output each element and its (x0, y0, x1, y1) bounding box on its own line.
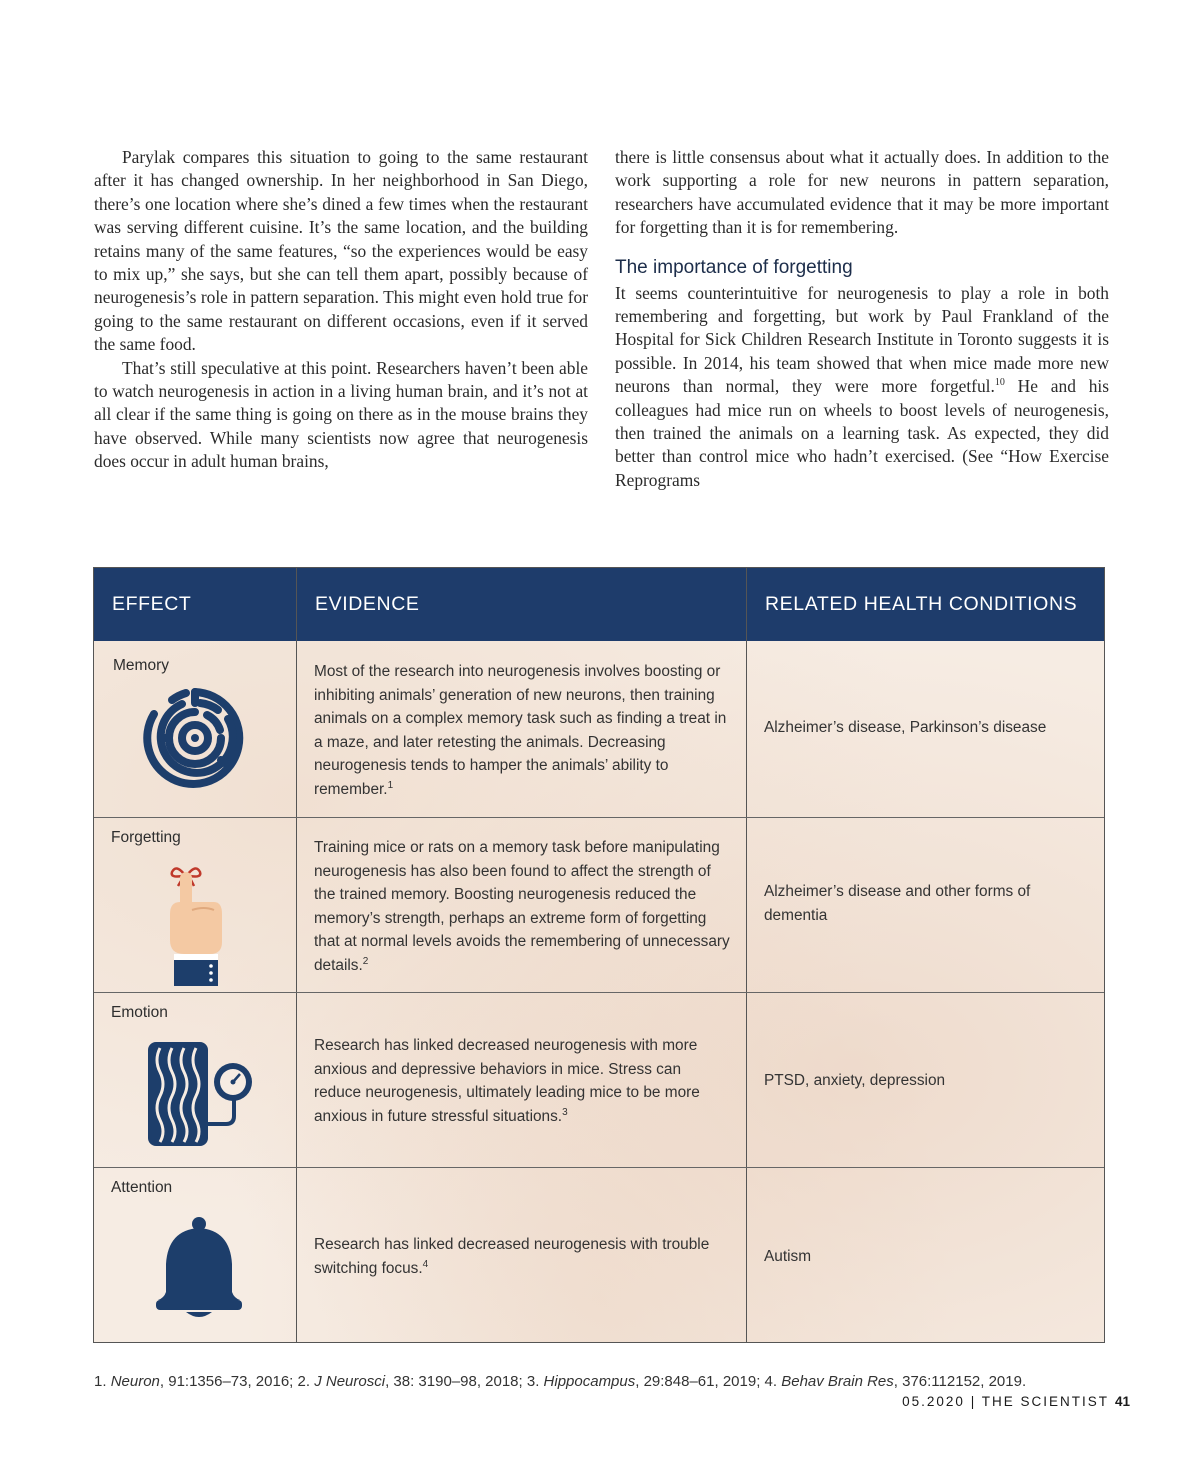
footnote-ref: 1 (387, 779, 394, 791)
header-evidence: EVIDENCE (315, 593, 420, 615)
footnote-part: , 29:848–61, 2019; 4. (635, 1373, 782, 1390)
column-divider (296, 568, 297, 1342)
maze-icon (142, 686, 248, 790)
column-divider (746, 568, 747, 1342)
article-paragraph: there is little consensus about what it actually does. In addition to the work supporting a role for new neurons in pattern separation, researchers have accumulated evidence that it may be more important for forgetting than it is for remembering. (615, 147, 1109, 238)
evidence-body: Training mice or rats on a memory task before manipulating neurogenesis has also been found to affect the strength of the trained memory. Boosting neurogenesis reduced the memory’s strength, perhaps an extreme form of forgetting that at normal levels avoids the remembering of unnecessary details. (314, 839, 730, 974)
journal-name: Behav Brain Res (781, 1373, 894, 1390)
section-subheading: The importance of forgetting (615, 256, 853, 278)
footnote-part: , 91:1356–73, 2016; 2. (159, 1373, 315, 1390)
related-conditions-text: Alzheimer’s disease, Parkinson’s disease (764, 719, 1047, 736)
effect-label: Forgetting (111, 829, 181, 846)
related-conditions-text: PTSD, anxiety, depression (764, 1072, 946, 1089)
effect-label: Attention (111, 1179, 173, 1196)
journal-name: Neuron (110, 1373, 160, 1390)
row-divider (94, 817, 1104, 818)
header-effect: EFFECT (112, 593, 192, 615)
paragraph-text: It seems counterintuitive for neurogenesis to play a role in both remembering and forgetting, but work by Paul Frankland of the Hospital for Sick Children Research Institute in Toronto suggests it is possible. In 2014, his team showed that when mice made more new neurons than normal, they were more forgetful. (615, 282, 1109, 397)
string-on-finger-icon (162, 862, 232, 986)
effect-label: Memory (113, 657, 169, 674)
pressure-gauge-icon (146, 1040, 256, 1148)
effect-label: Emotion (111, 1004, 168, 1021)
footnote-part: , 38: 3190–98, 2018; 3. (385, 1373, 544, 1390)
page-number: 41 (1114, 1394, 1130, 1409)
related-conditions-text: Autism (764, 1248, 812, 1265)
article-right-column (615, 146, 1109, 492)
footnote-ref: 3 (562, 1106, 568, 1118)
evidence-text (314, 836, 734, 977)
bell-icon (156, 1216, 242, 1322)
folio-text: 05.2020 | THE SCIENTIST (902, 1394, 1109, 1409)
journal-name: Hippocampus (543, 1373, 636, 1390)
evidence-body: Research has linked decreased neurogenesis with trouble switching focus. (314, 1236, 710, 1277)
footnote-ref: 4 (422, 1258, 429, 1270)
table-footnotes (94, 1373, 1026, 1390)
footnote-part: 1. (94, 1373, 111, 1390)
footnote-part: , 376:112152, 2019. (893, 1373, 1027, 1390)
page-folio (902, 1394, 1130, 1409)
evidence-text (314, 660, 732, 801)
article-paragraph: Parylak compares this situation to going to the same restaurant after it has changed ownership. In her neighborhood in San Diego, there’s one location where she’s dined a few times when the restaurant was serving different cuisine. It’s the same location, and the building retains many of the same features, “so the experiences would be easy to mix up,” she says, but she can tell them apart, possibly because of neurogenesis’s role in pattern separation. This might even hold true for going to the same restaurant on different occasions, even if it served the same food. (94, 147, 588, 355)
article-paragraph (615, 282, 1109, 493)
paragraph-text: He and his colleagues had mice run on wheels to boost levels of neurogenesis, then trained the animals on a learning task. As expected, they did better than control mice who hadn’t exercised. (See “How Exercise Reprograms (615, 376, 1109, 490)
evidence-text (314, 1233, 724, 1280)
evidence-body: Research has linked decreased neurogenesis with more anxious and depressive behaviors in mice. Stress can reduce neurogenesis, ultimately leading mice to be more anxious in future stressful situations. (314, 1037, 700, 1125)
journal-name: J Neurosci (314, 1373, 386, 1390)
row-divider (94, 992, 1104, 993)
table-header-row (94, 568, 1104, 641)
footnote-ref: 2 (362, 955, 369, 967)
article-paragraph: That’s still speculative at this point. Researchers haven’t been able to watch neurogenesis in action in a living human brain, and it’s not at all clear if the same thing is going on there as in the mouse brains they have observed. While many scientists now agree that neurogenesis does occur in adult human brains, (94, 357, 588, 472)
evidence-text (314, 1034, 724, 1128)
neurogenesis-effects-table (93, 567, 1105, 1343)
row-divider (94, 1167, 1104, 1168)
related-conditions-text: Alzheimer’s disease and other forms of dementia (764, 883, 1031, 924)
article-left-column (94, 146, 588, 474)
footnote-ref: 10 (994, 377, 1005, 389)
header-related-conditions: RELATED HEALTH CONDITIONS (765, 593, 1078, 615)
evidence-body: Most of the research into neurogenesis involves boosting or inhibiting animals’ generation of new neurons, then training animals on a complex memory task such as finding a treat in a maze, and later retesting the animals. Decreasing neurogenesis tends to hamper the animals’ ability to remember. (314, 663, 727, 798)
